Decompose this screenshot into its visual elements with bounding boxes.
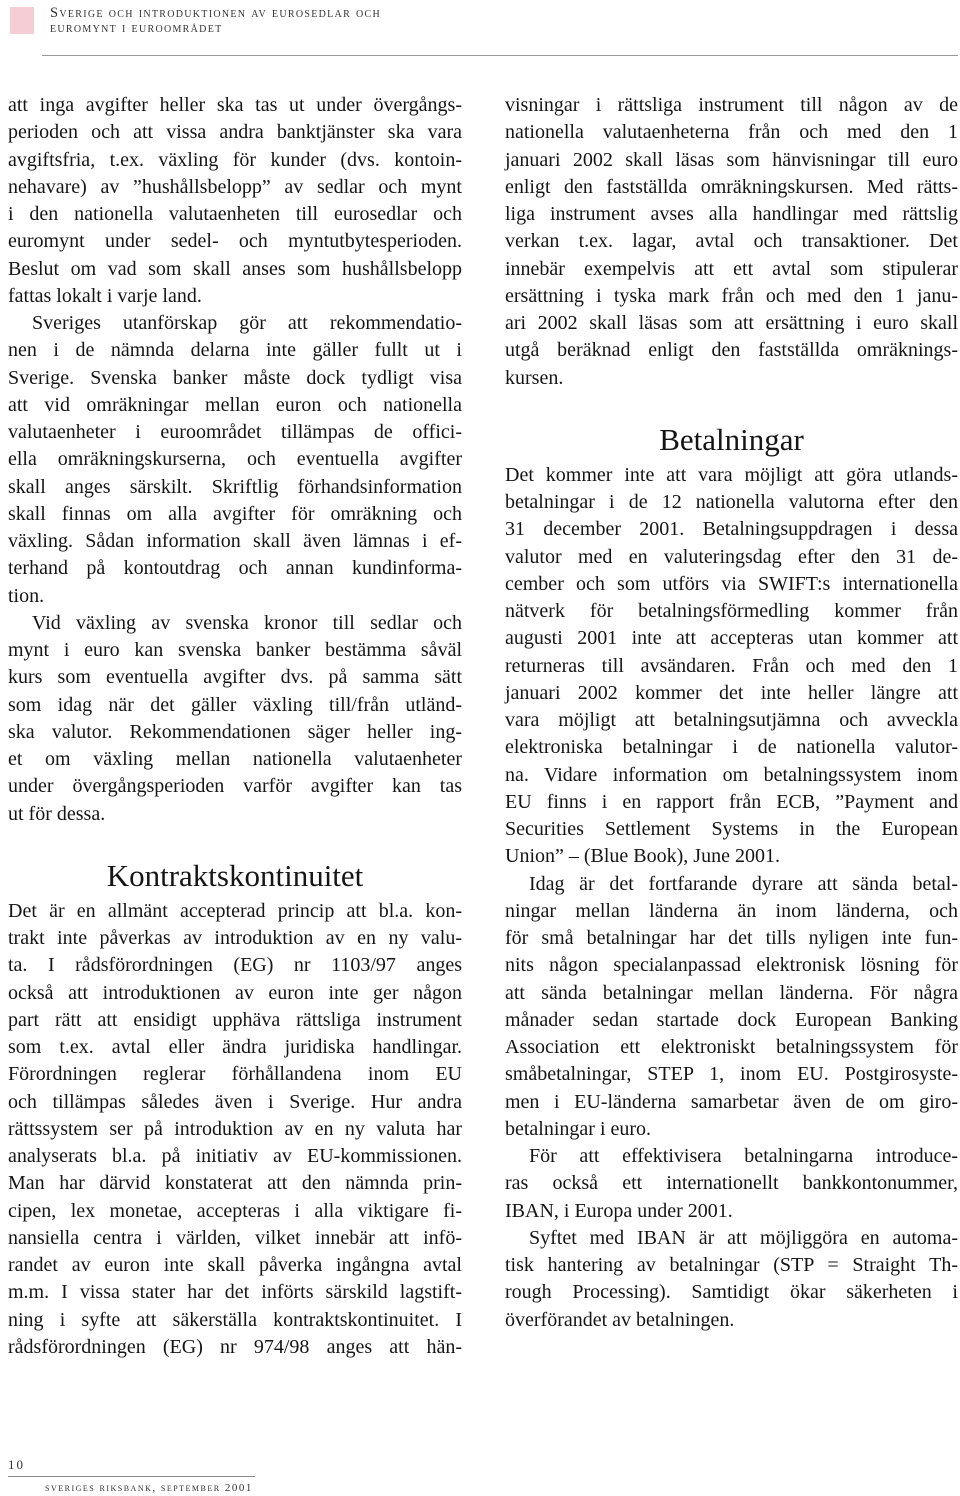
header-color-marker bbox=[10, 7, 34, 34]
text-line: För att effektivisera betalningarna introduce- bbox=[529, 1145, 958, 1167]
text-line: trakt inte påverkas av introduktion av en ny valu- bbox=[8, 927, 462, 949]
text-line: betalningar i de 12 nationella valutorna efter den bbox=[505, 491, 958, 513]
text-line: rättssystem ser på introduktion av en ny valuta har bbox=[8, 1117, 462, 1140]
text-line: valutaenheter i euroområdet tillämpas de offici- bbox=[8, 421, 462, 443]
text-line: i den nationella valutaenheten till eurosedlar och bbox=[8, 203, 462, 225]
text-line: Förordningen reglerar förhållandena inom EU bbox=[8, 1063, 462, 1086]
text-line: Beslut om vad som skall anses som hushållsbelopp bbox=[8, 257, 462, 280]
text-line: tisk hantering av betalningar (STP = Straight Th- bbox=[505, 1254, 958, 1276]
footer-publication: sveriges riksbank, september 2001 bbox=[45, 1482, 253, 1494]
footer-rule bbox=[8, 1476, 255, 1477]
text-line: et om växling mellan nationella valutaenheter bbox=[8, 748, 462, 770]
text-line: enligt den fastställda omräkningskursen. Med rätts- bbox=[505, 175, 958, 198]
text-line: rådsförordningen (EG) nr 974/98 anges att hän- bbox=[8, 1335, 462, 1358]
text-line: Securities Settlement Systems in the European bbox=[505, 818, 958, 840]
text-line: na. Vidare information om betalningssystem inom bbox=[505, 763, 958, 786]
text-line: augusti 2001 inte att accepteras utan kommer att bbox=[505, 627, 958, 650]
text-line: avgiftsfria, t.ex. växling för kunder (dvs. kontoin- bbox=[8, 148, 462, 171]
text-line: men i EU-länderna samarbetar även de om giro- bbox=[505, 1090, 958, 1113]
text-line: ras också ett internationellt bankkontonummer, bbox=[505, 1172, 958, 1195]
text-line: ta. I rådsförordningen (EG) nr 1103/97 anges bbox=[8, 954, 462, 977]
body-paragraph bbox=[8, 610, 462, 828]
text-line: överförandet av betalningen. bbox=[505, 1308, 735, 1331]
text-line: att sända betalningar mellan länderna. För några bbox=[505, 981, 958, 1004]
text-line: Det är en allmänt accepterad princip att bl.a. kon- bbox=[8, 899, 462, 922]
text-line: vara möjligt att betalningsutjämna och avveckla bbox=[505, 709, 958, 731]
text-line: EU finns i en rapport från ECB, ”Payment and bbox=[505, 790, 958, 813]
text-line: ella omräkningskurserna, och eventuella avgifter bbox=[8, 448, 462, 471]
text-line: Vid växling av svenska kronor till sedlar och bbox=[32, 611, 462, 634]
text-line: månader sedan startade dock European Banking bbox=[505, 1008, 958, 1031]
text-line: Sverige. Svenska banker måste dock tydligt visa bbox=[8, 366, 462, 389]
text-line: att inga avgifter heller ska tas ut under övergångs- bbox=[8, 94, 462, 116]
text-line: Det kommer inte att vara möjligt att göra utlands- bbox=[505, 463, 958, 486]
text-line: småbetalningar, STEP 1, inom EU. Postgirosyste- bbox=[505, 1063, 958, 1086]
running-header-line: Sverige och introduktionen av eurosedlar och bbox=[50, 5, 381, 21]
text-line: terhand på kontoutdrag och annan kundinforma- bbox=[8, 557, 462, 580]
running-header bbox=[50, 6, 381, 36]
text-line: elektroniska betalningar i de nationella valutor- bbox=[505, 736, 958, 759]
text-line: nätverk för betalningsförmedling kommer från bbox=[505, 600, 958, 622]
text-line: innebär exempelvis att ett avtal som stipulerar bbox=[505, 257, 958, 280]
text-line: tion. bbox=[8, 584, 45, 607]
text-line: januari 2002 kommer det inte heller längre att bbox=[505, 681, 958, 704]
text-line: också att introduktionen av euron inte ger någon bbox=[8, 981, 462, 1004]
text-line: skall finnas om alla avgifter för omräkning och bbox=[8, 502, 462, 525]
text-line: Man har därvid konstaterat att den nämnda prin- bbox=[8, 1172, 462, 1195]
body-paragraph bbox=[8, 92, 462, 310]
text-line: som idag när det gäller växling till/från utländ- bbox=[8, 693, 462, 716]
body-paragraph bbox=[505, 871, 958, 1144]
text-line: ning i syfte att säkerställa kontraktskontinuitet. I bbox=[8, 1308, 462, 1331]
body-paragraph bbox=[505, 1225, 958, 1334]
text-line: m.m. I vissa stater har det införts särskild lagstift- bbox=[8, 1281, 462, 1304]
text-line: Syftet med IBAN är att möjliggöra en automa- bbox=[529, 1226, 958, 1249]
text-line: ut för dessa. bbox=[8, 802, 106, 825]
body-paragraph bbox=[505, 462, 958, 871]
text-line: IBAN, i Europa under 2001. bbox=[505, 1199, 733, 1222]
text-line: betalningar i euro. bbox=[505, 1117, 652, 1140]
text-line: Idag är det fortfarande dyrare att sända betal- bbox=[529, 872, 958, 895]
body-paragraph bbox=[8, 310, 462, 610]
text-line: kursen. bbox=[505, 366, 564, 389]
text-line: kurs som eventuella avgifter dvs. på samma sätt bbox=[8, 666, 462, 689]
text-line: ersättning i tyska mark från och med den 1 janu- bbox=[505, 284, 958, 307]
text-line: för små betalningar har det tills nyligen inte fun- bbox=[505, 927, 958, 949]
text-line: ari 2002 skall läsas som att ersättning i euro skall bbox=[505, 312, 958, 334]
left-column bbox=[8, 92, 462, 1361]
running-header-line: euromynt i euroområdet bbox=[50, 20, 223, 36]
text-line: Union” – (Blue Book), June 2001. bbox=[505, 845, 780, 868]
text-line: analyserats bl.a. på initiativ av EU-kommissionen. bbox=[8, 1145, 462, 1167]
section-heading: Betalningar bbox=[659, 421, 804, 457]
text-line: rough Processing). Samtidigt ökar säkerheten i bbox=[505, 1281, 958, 1304]
text-line: returneras till avsändaren. Från och med den 1 bbox=[505, 654, 958, 677]
text-line: part rätt att ensidigt upphäva rättsliga instrument bbox=[8, 1008, 462, 1031]
text-line: valutor med en valuteringsdag efter den 31 de- bbox=[505, 545, 958, 568]
text-line: nansiella centra i världen, vilket innebär att infö- bbox=[8, 1226, 462, 1249]
page-number: 10 bbox=[8, 1457, 25, 1472]
text-line: ningar mellan länderna än inom länderna, och bbox=[505, 899, 958, 922]
text-line: som t.ex. avtal eller ändra juridiska handlingar. bbox=[8, 1036, 462, 1058]
text-line: euromynt under sedel- och myntutbytesperioden. bbox=[8, 230, 462, 253]
text-line: att vid omräkningar mellan euron och nationella bbox=[8, 393, 462, 416]
text-line: cipen, lex monetae, accepteras i alla viktigare fi- bbox=[8, 1199, 462, 1222]
text-line: fattas lokalt i varje land. bbox=[8, 284, 202, 307]
text-line: ska valutor. Rekommendationen säger heller ing- bbox=[8, 720, 462, 743]
section-heading: Kontraktskontinuitet bbox=[106, 857, 364, 893]
text-line: Association ett elektroniskt betalningssystem för bbox=[505, 1036, 958, 1058]
text-line: nehavare) av ”hushållsbelopp” av sedlar och mynt bbox=[8, 175, 462, 198]
text-line: januari 2002 skall läsas som hänvisningar till euro bbox=[505, 148, 958, 171]
body-paragraph bbox=[8, 898, 462, 1361]
text-line: nen i de nämnda delarna inte gäller fullt ut i bbox=[8, 339, 462, 362]
text-line: nits någon specialanpassad elektronisk lösning för bbox=[505, 954, 958, 977]
text-line: mynt i euro kan svenska banker bestämma såväl bbox=[8, 639, 462, 661]
text-line: cember och som utförs via SWIFT:s internationella bbox=[505, 572, 958, 595]
text-line: Sveriges utanförskap gör att rekommendatio- bbox=[32, 312, 462, 334]
text-line: liga instrument avses alla handlingar med rättslig bbox=[505, 203, 958, 225]
text-line: randet av euron inte skall påverka ingångna avtal bbox=[8, 1254, 462, 1276]
text-line: visningar i rättsliga instrument till någon av de bbox=[505, 94, 958, 116]
text-line: växling. Sådan information skall även lämnas i ef- bbox=[8, 530, 462, 552]
text-line: perioden och att vissa andra banktjänster ska vara bbox=[8, 121, 462, 144]
text-line: under övergångsperioden varför avgifter kan tas bbox=[8, 775, 462, 798]
body-paragraph bbox=[505, 92, 958, 392]
body-paragraph bbox=[505, 1143, 958, 1225]
text-line: verkan t.ex. lagar, avtal och transaktioner. Det bbox=[505, 230, 958, 253]
text-line: och tillämpas således även i Sverige. Hur andra bbox=[8, 1090, 462, 1113]
right-column bbox=[505, 92, 958, 1334]
header-rule bbox=[42, 55, 958, 56]
text-line: nationella valutaenheterna från och med den 1 bbox=[505, 121, 958, 144]
text-line: skall anges särskilt. Skriftlig förhandsinformation bbox=[8, 475, 462, 498]
text-line: utgå beräknad enligt den fastställda omräknings- bbox=[505, 339, 958, 362]
text-line: 31 december 2001. Betalningsuppdragen i dessa bbox=[505, 518, 958, 541]
